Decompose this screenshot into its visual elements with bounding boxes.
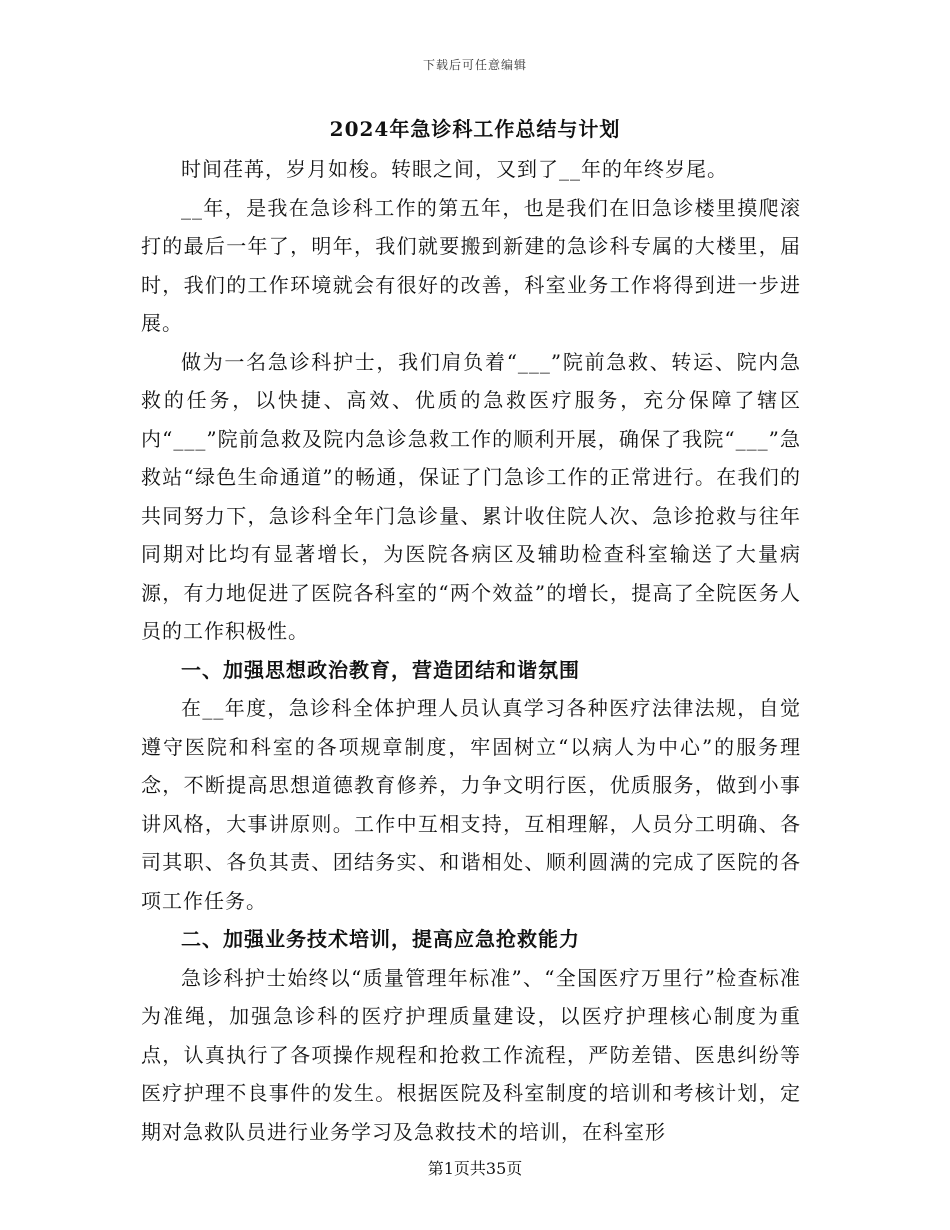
paragraph-responsibilities: 做为一名急诊科护士，我们肩负着“___”院前急救、转运、院内急救的任务，以快捷、高效、优质的急救医疗服务，充分保障了辖区内“___”院前急救及院内急诊急救工作的顺利开展，确保了我院“___”急救站“绿色生命通道”的畅通，保证了门急诊工作的正常进行。在我们的共同努力下，急诊科全年门急诊量、累计收住院人次、急诊抢救与往年同期对比均有显著增长，为医院各病区及辅助检查科室输送了大量病源，有力地促进了医院各科室的“两个效益”的增长，提高了全院医务人员的工作积极性。: [141, 349, 801, 643]
paragraph-section-2: 急诊科护士始终以“质量管理年标准”、“全国医疗万里行”检查标准为准绳，加强急诊科的医疗护理质量建设，以医疗护理核心制度为重点，认真执行了各项操作规程和抢救工作流程，严防差错、医患纠纷等医疗护理不良事件的发生。根据医院及科室制度的培训和考核计划，定期对急救队员进行业务学习及急救技术的培训，在科室形: [141, 965, 801, 1144]
paragraph-year-overview: __年，是我在急诊科工作的第五年，也是我们在旧急诊楼里摸爬滚打的最后一年了，明年，我们就要搬到新建的急诊科专属的大楼里，届时，我们的工作环境就会有很好的改善，科室业务工作将得到进一步进展。: [141, 195, 801, 335]
section-heading-2: 二、加强业务技术培训，提高应急抢救能力: [181, 927, 580, 951]
header-note: 下载后可任意编辑: [422, 58, 527, 72]
paragraph-intro: 时间荏苒，岁月如梭。转眼之间，又到了__年的年终岁尾。: [181, 157, 728, 181]
page-footer: 第1页共35页: [427, 1159, 523, 1178]
document-title: 2024年急诊科工作总结与计划: [329, 117, 621, 141]
section-heading-1: 一、加强思想政治教育，营造团结和谐氛围: [181, 657, 580, 682]
paragraph-section-1: 在__年度，急诊科全体护理人员认真学习各种医疗法律法规，自觉遵守医院和科室的各项规章制度，牢固树立“以病人为中心”的服务理念，不断提高思想道德教育修养，力争文明行医，优质服务，做到小事讲风格，大事讲原则。工作中互相支持，互相理解，人员分工明确、各司其职、各负其责、团结务实、和谐相处、顺利圆满的完成了医院的各项工作任务。: [141, 696, 801, 913]
document-body: [141, 150, 801, 1151]
